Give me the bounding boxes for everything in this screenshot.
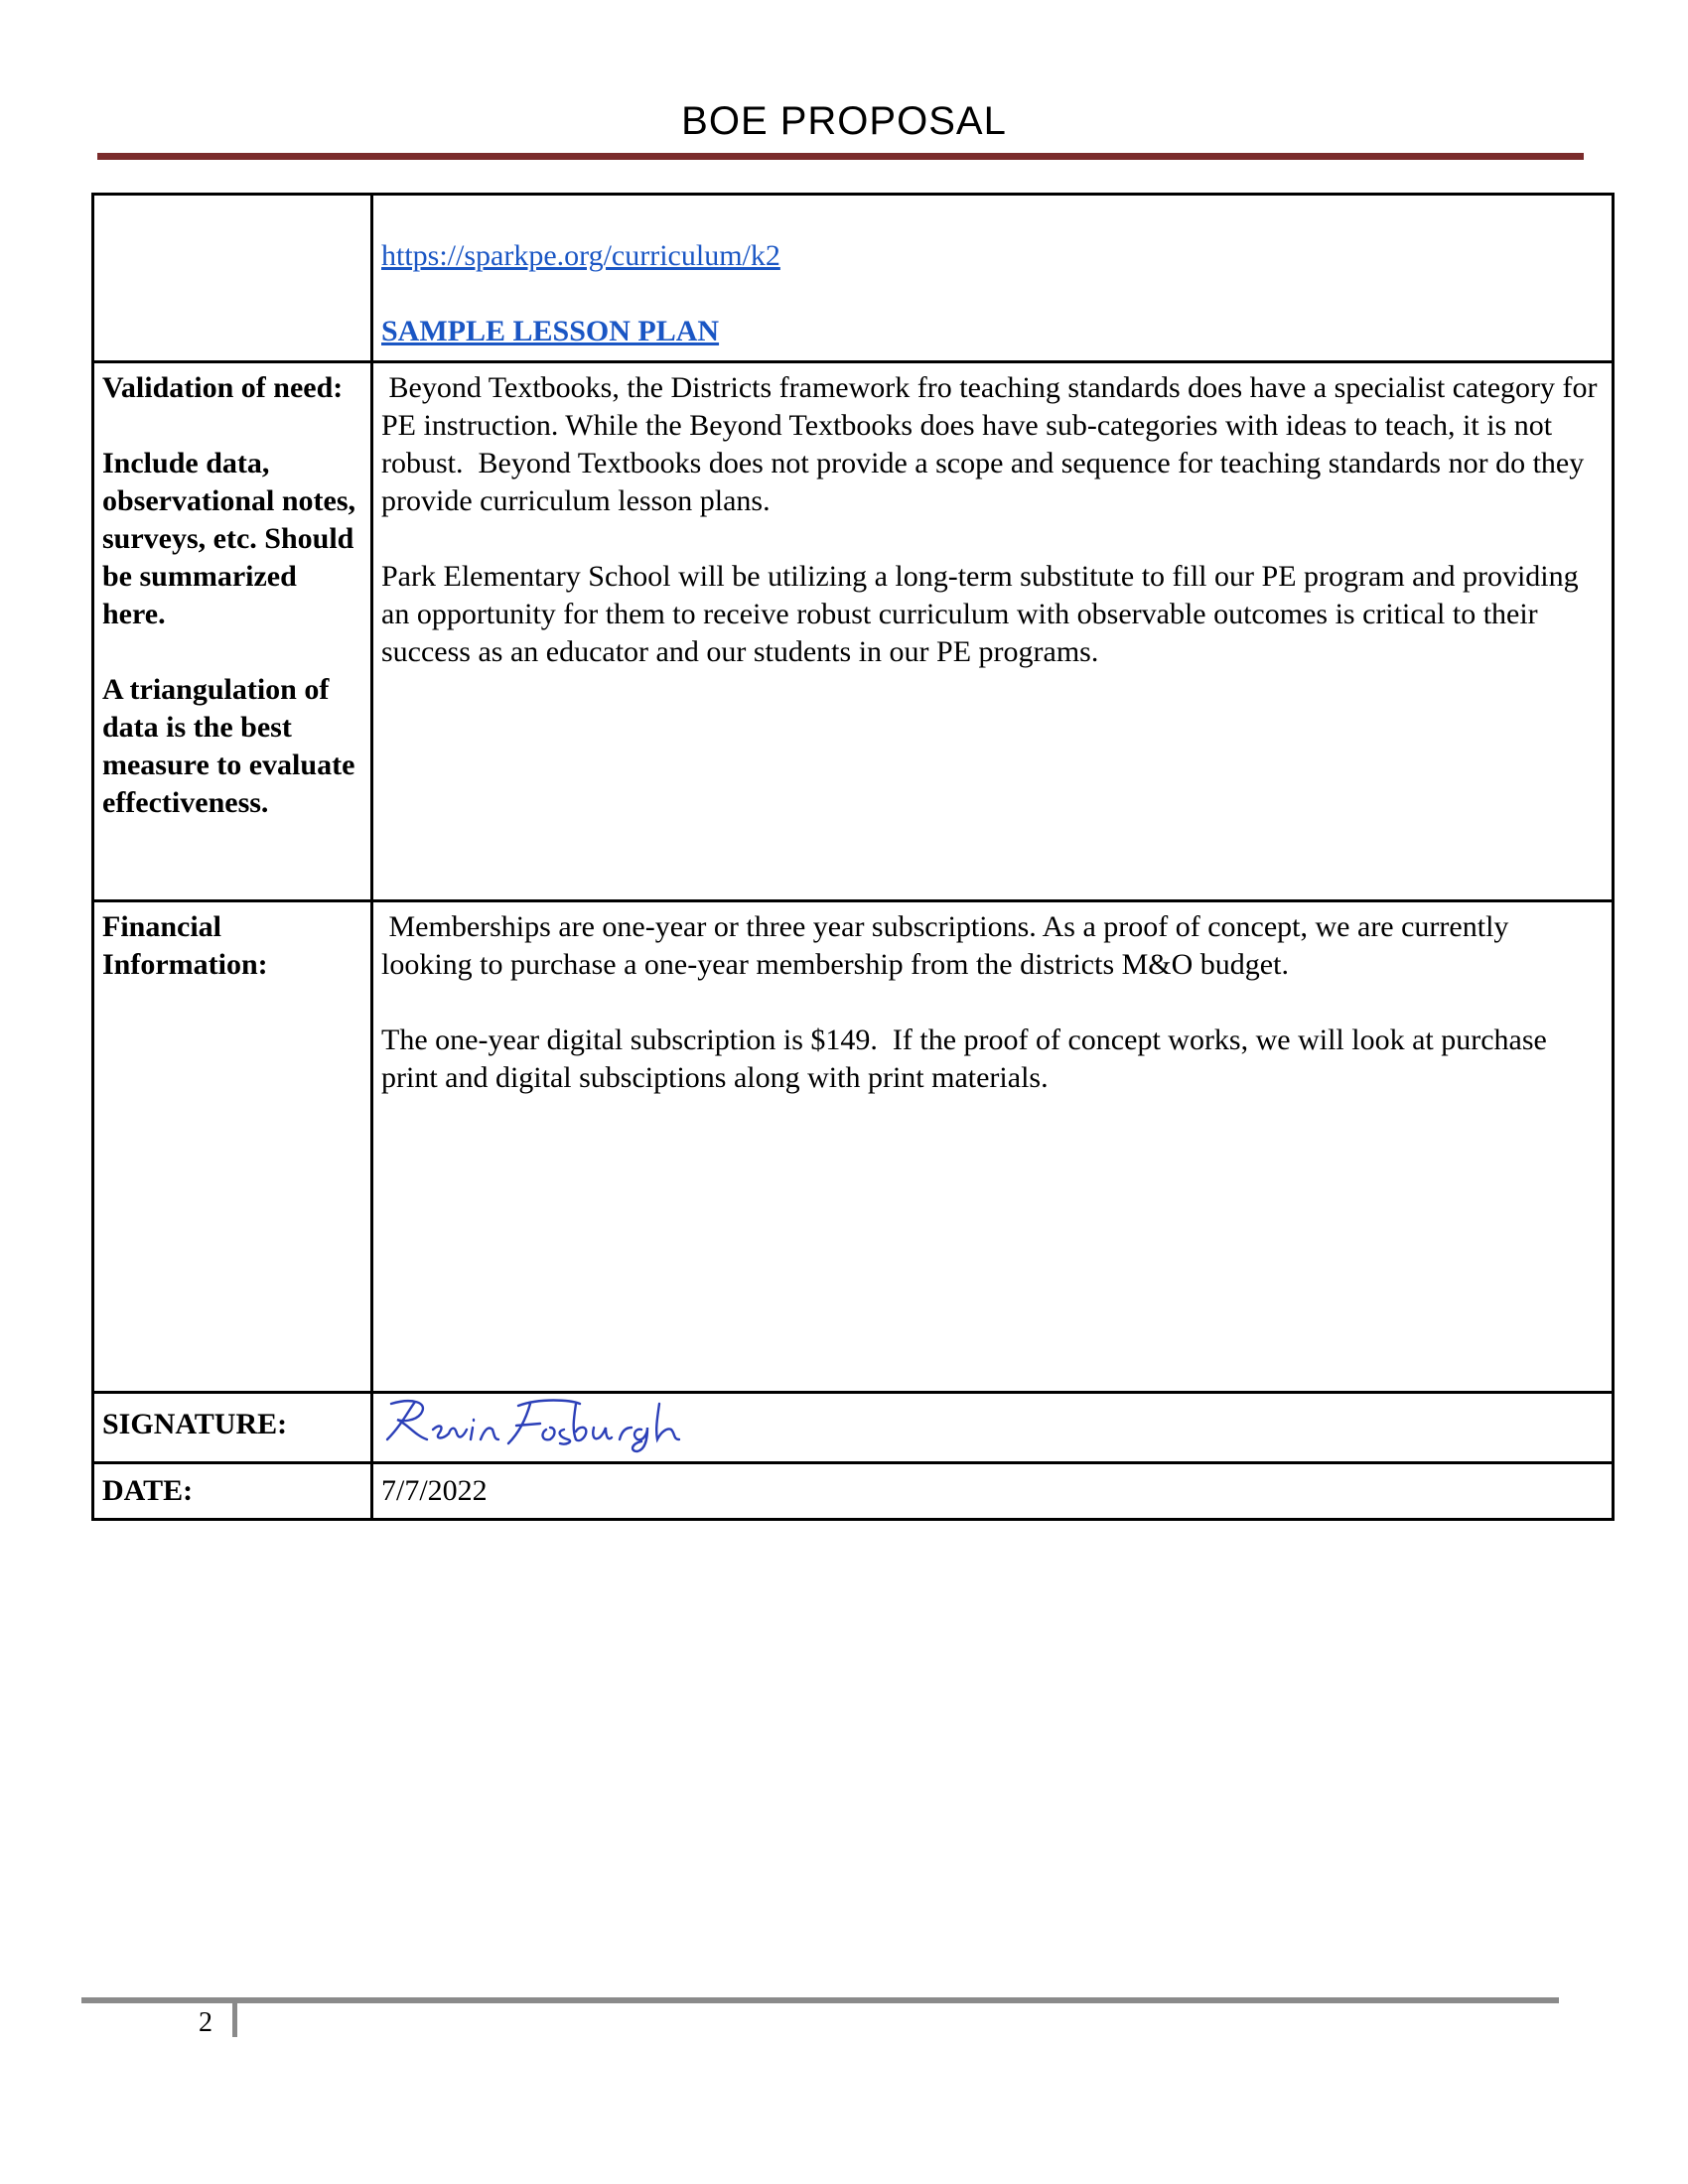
resources-content-cell <box>372 195 1614 362</box>
validation-paragraph-1: Beyond Textbooks, the Districts framework fro teaching standards does have a specialist category for PE instruction. While the Beyond Textbooks does have sub-categories with ideas to teach, it is not robust. Beyond Textbooks does not provide a scope and sequence for teaching standards nor do they provide curriculum lesson plans. <box>381 371 1605 517</box>
date-label-cell <box>93 1463 372 1520</box>
validation-note: A triangulation of data is the best measure to evaluate effectiveness. <box>102 673 355 819</box>
header-divider <box>97 153 1584 160</box>
footer-divider <box>81 1997 1559 2003</box>
validation-instructions: Include data, observational notes, surveys, etc. Should be summarized here. <box>102 447 355 630</box>
validation-label: Validation of need: <box>102 371 344 404</box>
validation-label-cell <box>93 362 372 901</box>
handwritten-signature <box>381 1396 719 1453</box>
financial-label-cell <box>93 901 372 1393</box>
signature-row <box>93 1393 1614 1463</box>
date-row <box>93 1463 1614 1520</box>
resources-row <box>93 195 1614 362</box>
financial-content-cell <box>372 901 1614 1393</box>
validation-paragraph-2: Park Elementary School will be utilizing a long-term substitute to fill our PE program and providing an opportunity for them to receive robust curriculum with observable outcomes is critical to their success as an educator and our students in our PE programs. <box>381 560 1579 668</box>
date-value: 7/7/2022 <box>381 1474 488 1507</box>
validation-row <box>93 362 1614 901</box>
date-label: DATE: <box>102 1474 194 1507</box>
signature-label-cell <box>93 1393 372 1463</box>
resources-label-cell <box>93 195 372 362</box>
financial-row <box>93 901 1614 1393</box>
financial-paragraph-2: The one-year digital subscription is $149. If the proof of concept works, we will look at purchase print and digital subsciptions along with print materials. <box>381 1024 1555 1094</box>
page-title: BOE PROPOSAL <box>681 99 1007 143</box>
footer-tick <box>232 1997 237 2037</box>
curriculum-url-link[interactable]: https://sparkpe.org/curriculum/k2 <box>381 239 780 272</box>
signature-label: SIGNATURE: <box>102 1408 288 1440</box>
financial-paragraph-1: Memberships are one-year or three year subscriptions. As a proof of concept, we are currently looking to purchase a one-year membership from the districts M&O budget. <box>381 910 1516 981</box>
validation-content-cell <box>372 362 1614 901</box>
date-content-cell <box>372 1463 1614 1520</box>
proposal-table <box>91 193 1615 1521</box>
signature-content-cell <box>372 1393 1614 1463</box>
page-number: 2 <box>199 2007 212 2038</box>
sample-lesson-plan-link[interactable]: SAMPLE LESSON PLAN <box>381 315 720 347</box>
financial-label: Financial Information: <box>102 910 268 981</box>
